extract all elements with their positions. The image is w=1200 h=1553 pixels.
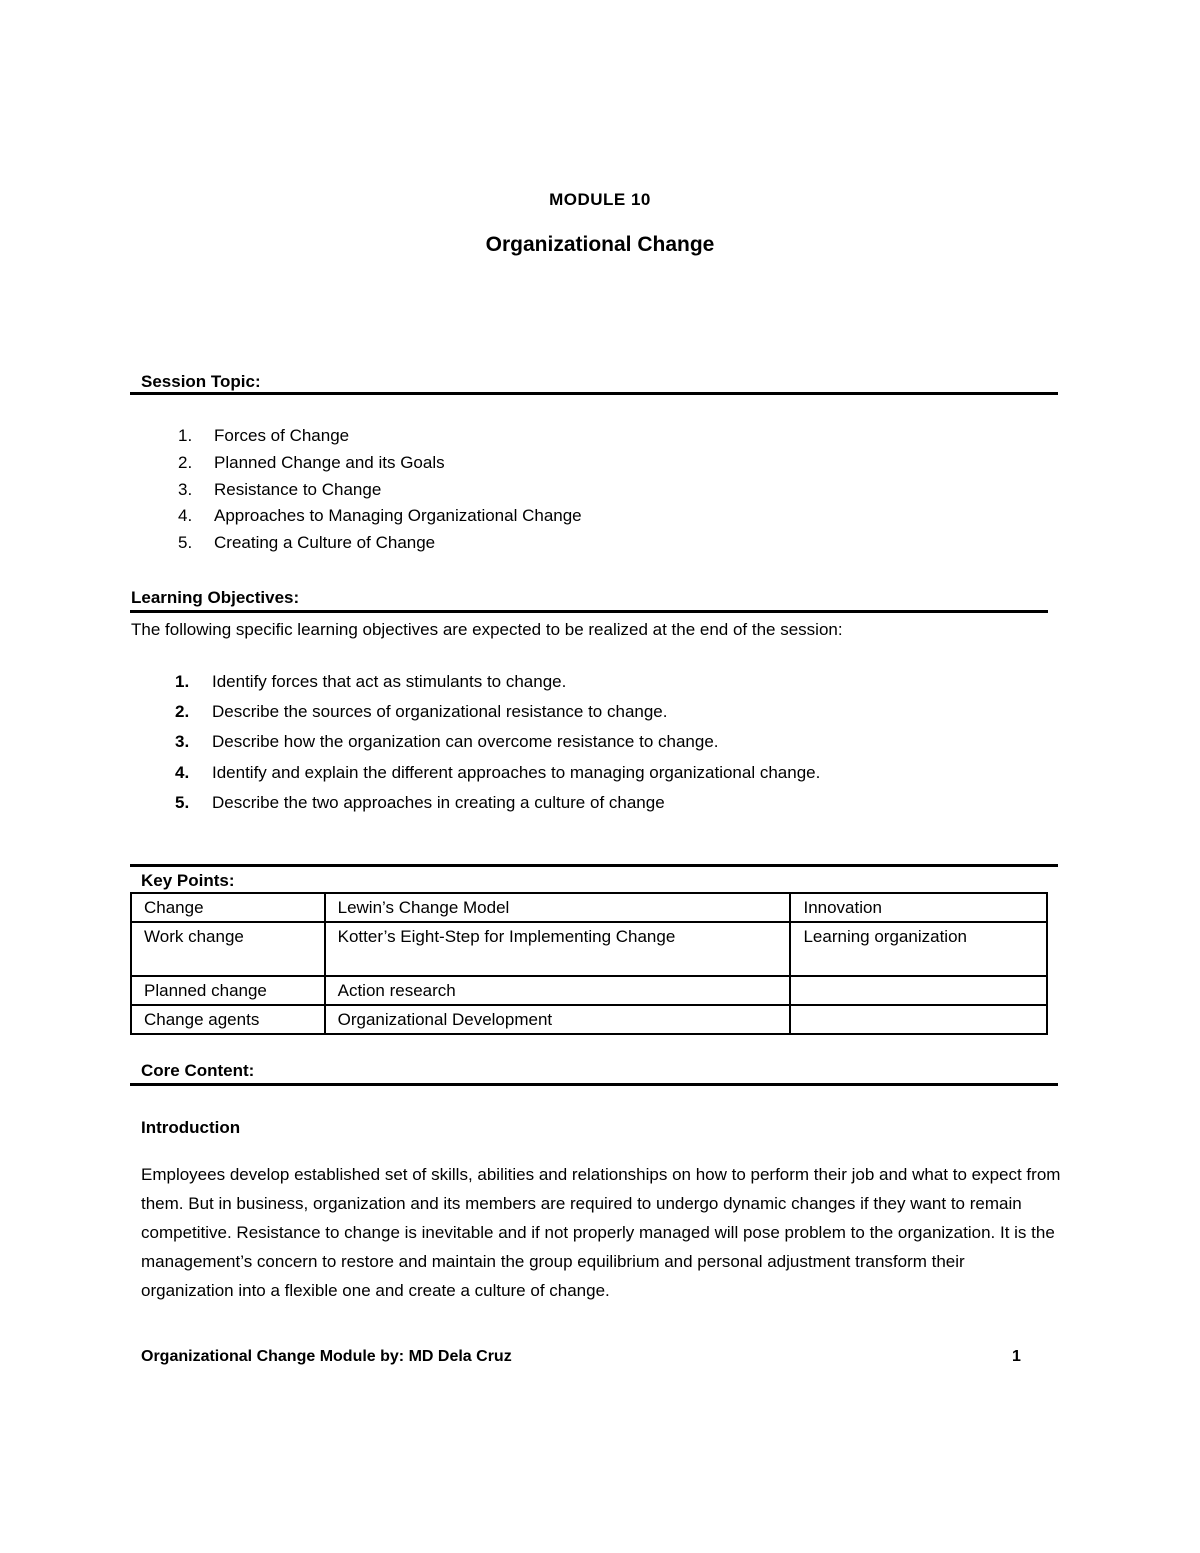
table-cell: Lewin’s Change Model [325,893,791,922]
list-text: Identify and explain the different approaches to managing organizational change. [212,763,821,782]
table-cell: Learning organization [790,922,1047,976]
list-number: 4. [175,763,190,782]
list-text: Planned Change and its Goals [214,453,445,472]
list-number: 1. [175,672,190,691]
table-cell: Action research [325,976,791,1005]
key-points-table [130,892,1048,1035]
key-points-heading: Key Points: [141,871,235,890]
footer-text: Organizational Change Module by: MD Dela Cruz [141,1348,512,1365]
table-row [131,1005,1047,1034]
table-cell: Change agents [131,1005,325,1034]
session-topic-heading: Session Topic: [141,372,261,391]
learning-objectives-rule [130,610,1048,613]
table-cell: Work change [131,922,325,976]
key-points-rule [130,864,1058,867]
table-row [131,893,1047,922]
learning-objectives-intro: The following specific learning objectives are expected to be realized at the end of the session: [131,620,843,639]
module-label: MODULE 10 [549,190,651,209]
list-number: 5. [178,533,193,552]
introduction-heading: Introduction [141,1118,241,1137]
page-number: 1 [1012,1348,1021,1365]
introduction-paragraph: Employees develop established set of skills, abilities and relationships on how to perform their job and what to expect from them. But in business, organization and its members are required to undergo dynamic changes if they want to remain competitive. Resistance to change is inevitable and if not properly managed will pose problem to the organization. It is the management’s concern to restore and maintain the group equilibrium and personal adjustment transform their organization into a flexible one and create a culture of change. [141,1165,1061,1300]
list-number: 2. [175,702,190,721]
core-content-heading: Core Content: [141,1061,255,1080]
list-number: 3. [175,732,190,751]
list-number: 5. [175,793,190,812]
core-content-rule [130,1083,1058,1086]
learning-objectives-heading: Learning Objectives: [131,588,300,607]
list-text: Describe the sources of organizational resistance to change. [212,702,668,721]
list-text: Resistance to Change [214,480,382,499]
table-cell: Innovation [790,893,1047,922]
table-cell: Kotter’s Eight-Step for Implementing Change [325,922,791,976]
table-cell: Planned change [131,976,325,1005]
table-cell: Organizational Development [325,1005,791,1034]
list-text: Creating a Culture of Change [214,533,436,552]
table-cell [790,1005,1047,1034]
list-text: Describe how the organization can overcome resistance to change. [212,732,719,751]
table-row [131,922,1047,976]
list-number: 4. [178,506,193,525]
table-cell [790,976,1047,1005]
list-text: Forces of Change [214,426,350,445]
document-title: Organizational Change [485,233,715,256]
list-text: Identify forces that act as stimulants to change. [212,672,567,691]
list-text: Describe the two approaches in creating a culture of change [212,793,665,812]
list-text: Approaches to Managing Organizational Change [214,506,582,525]
list-number: 3. [178,480,193,499]
table-cell: Change [131,893,325,922]
session-topic-rule [130,392,1058,395]
list-number: 2. [178,453,193,472]
list-number: 1. [178,426,193,445]
table-row [131,976,1047,1005]
